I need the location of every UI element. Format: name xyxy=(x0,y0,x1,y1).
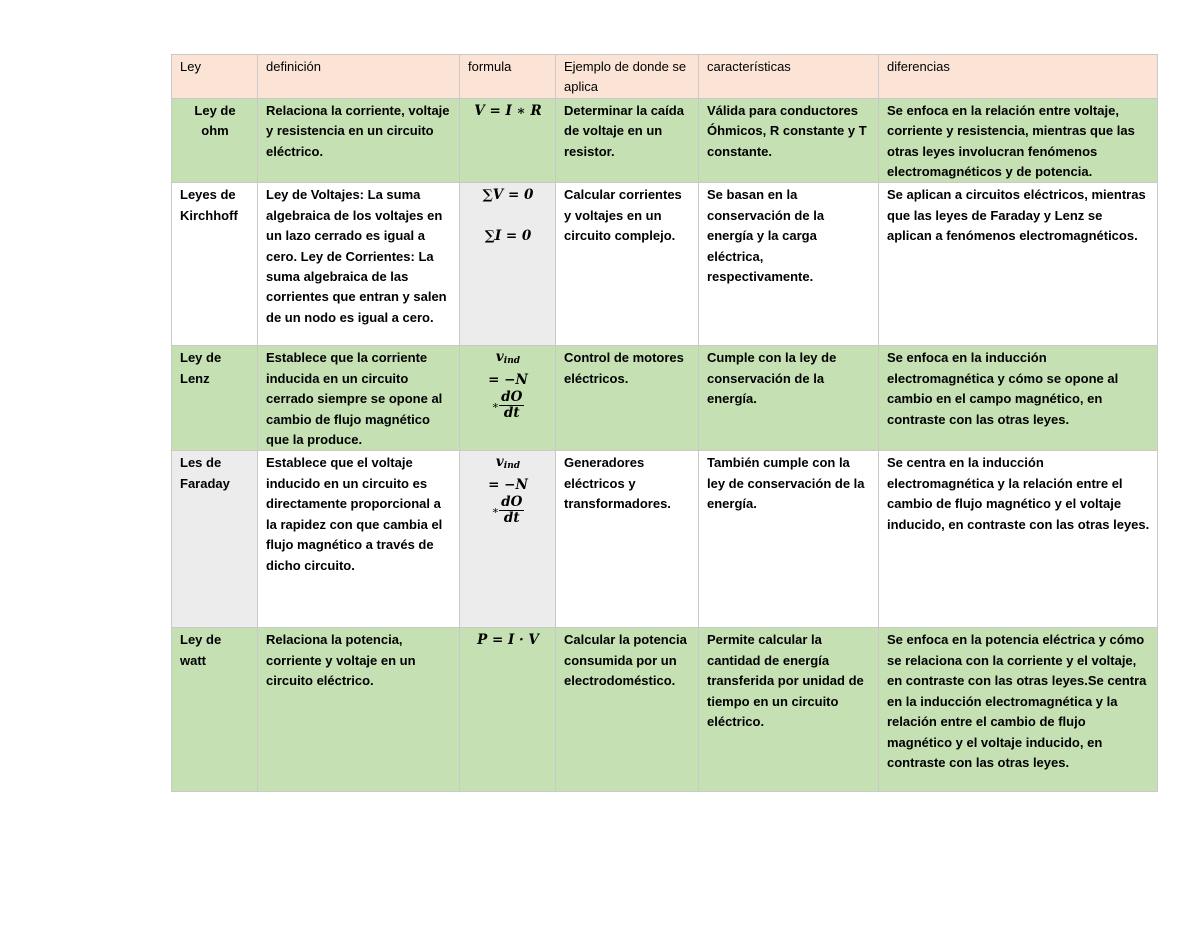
electrical-laws-table xyxy=(171,54,1158,792)
cell-definicion: Establece que el voltaje inducido en un circuito es directamente proporcional a la rapidez con que cambia el flujo magnético a través de dicho circuito. xyxy=(258,451,460,628)
formula-var: v xyxy=(495,349,504,366)
formula-numerator: dO xyxy=(501,494,523,511)
header-ejemplo: Ejemplo de donde se aplica xyxy=(556,55,699,99)
formula-fraction xyxy=(488,453,528,526)
cell-ley: Les de Faraday xyxy=(172,451,258,628)
formula-denominator: dt xyxy=(503,405,520,422)
cell-definicion: Relaciona la potencia, corriente y voltaje en un circuito eléctrico. xyxy=(258,628,460,792)
formula-text: ∑V = 0 xyxy=(482,187,534,204)
cell-definicion: Establece que la corriente inducida en un circuito cerrado siempre se opone al cambio de flujo magnético que la produce. xyxy=(258,346,460,451)
cell-ley: Ley de ohm xyxy=(172,98,258,183)
header-row xyxy=(172,55,1158,99)
table-row xyxy=(172,346,1158,451)
formula-subscript: ind xyxy=(503,356,521,367)
cell-ley: Ley de watt xyxy=(172,628,258,792)
formula-eq: = −N xyxy=(488,477,528,494)
cell-diferencias: Se enfoca en la relación entre voltaje, corriente y resistencia, mientras que las otras leyes involucran fenómenos electromagnéticos y de potencia. xyxy=(879,98,1158,183)
formula-text: P = I · V xyxy=(477,632,539,649)
cell-caracteristicas: Válida para conductores Óhmicos, R constante y T constante. xyxy=(699,98,879,183)
laws-table-container xyxy=(171,54,1157,792)
table-row xyxy=(172,183,1158,346)
header-ley: Ley xyxy=(172,55,258,99)
cell-caracteristicas: Permite calcular la cantidad de energía transferida por unidad de tiempo en un circuito eléctrico. xyxy=(699,628,879,792)
cell-ley: Ley de Lenz xyxy=(172,346,258,451)
cell-diferencias: Se aplican a circuitos eléctricos, mientras que las leyes de Faraday y Lenz se aplican a fenómenos electromagnéticos. xyxy=(879,183,1158,346)
formula-denominator: dt xyxy=(503,510,520,527)
cell-definicion: Relaciona la corriente, voltaje y resistencia en un circuito eléctrico. xyxy=(258,98,460,183)
cell-caracteristicas: También cumple con la ley de conservación de la energía. xyxy=(699,451,879,628)
table-row xyxy=(172,98,1158,183)
cell-ejemplo: Generadores eléctricos y transformadores. xyxy=(556,451,699,628)
cell-ley: Leyes de Kirchhoff xyxy=(172,183,258,346)
formula-subscript: ind xyxy=(503,461,521,472)
table-row xyxy=(172,628,1158,792)
formula-var: v xyxy=(495,454,504,471)
formula-star: ∗ xyxy=(491,504,500,518)
formula-numerator: dO xyxy=(501,389,523,406)
cell-ejemplo: Calcular la potencia consumida por un electrodoméstico. xyxy=(556,628,699,792)
formula-eq: = −N xyxy=(488,372,528,389)
cell-formula xyxy=(460,183,556,346)
table-row xyxy=(172,451,1158,628)
cell-ejemplo: Calcular corrientes y voltajes en un circuito complejo. xyxy=(556,183,699,346)
formula-text: ∑I = 0 xyxy=(484,227,532,244)
cell-ejemplo: Determinar la caída de voltaje en un resistor. xyxy=(556,98,699,183)
cell-caracteristicas: Cumple con la ley de conservación de la energía. xyxy=(699,346,879,451)
header-definicion: definición xyxy=(258,55,460,99)
header-caracteristicas: características xyxy=(699,55,879,99)
formula-star: ∗ xyxy=(491,399,500,413)
cell-formula xyxy=(460,451,556,628)
cell-diferencias: Se enfoca en la inducción electromagnética y cómo se opone al cambio en el campo magnético, en contraste con las otras leyes. xyxy=(879,346,1158,451)
header-formula: formula xyxy=(460,55,556,99)
cell-ejemplo: Control de motores eléctricos. xyxy=(556,346,699,451)
cell-formula xyxy=(460,346,556,451)
cell-formula xyxy=(460,628,556,792)
formula-text: V = I ∗ R xyxy=(474,102,542,119)
formula-fraction xyxy=(488,348,528,421)
cell-diferencias: Se enfoca en la potencia eléctrica y cómo se relaciona con la corriente y el voltaje, en contraste con las otras leyes.Se centra en la inducción electromagnética y la relación entre el cambio de flujo magnético y el voltaje inducido, en contraste con las otras leyes. xyxy=(879,628,1158,792)
cell-diferencias: Se centra en la inducción electromagnética y la relación entre el cambio de flujo magnético y el voltaje inducido, en contraste con las otras leyes. xyxy=(879,451,1158,628)
header-diferencias: diferencias xyxy=(879,55,1158,99)
cell-caracteristicas: Se basan en la conservación de la energía y la carga eléctrica, respectivamente. xyxy=(699,183,879,346)
cell-definicion: Ley de Voltajes: La suma algebraica de los voltajes en un lazo cerrado es igual a cero. Ley de Corrientes: La suma algebraica de las corrientes que entran y salen de un nodo es igual a cero. xyxy=(258,183,460,346)
cell-formula xyxy=(460,98,556,183)
